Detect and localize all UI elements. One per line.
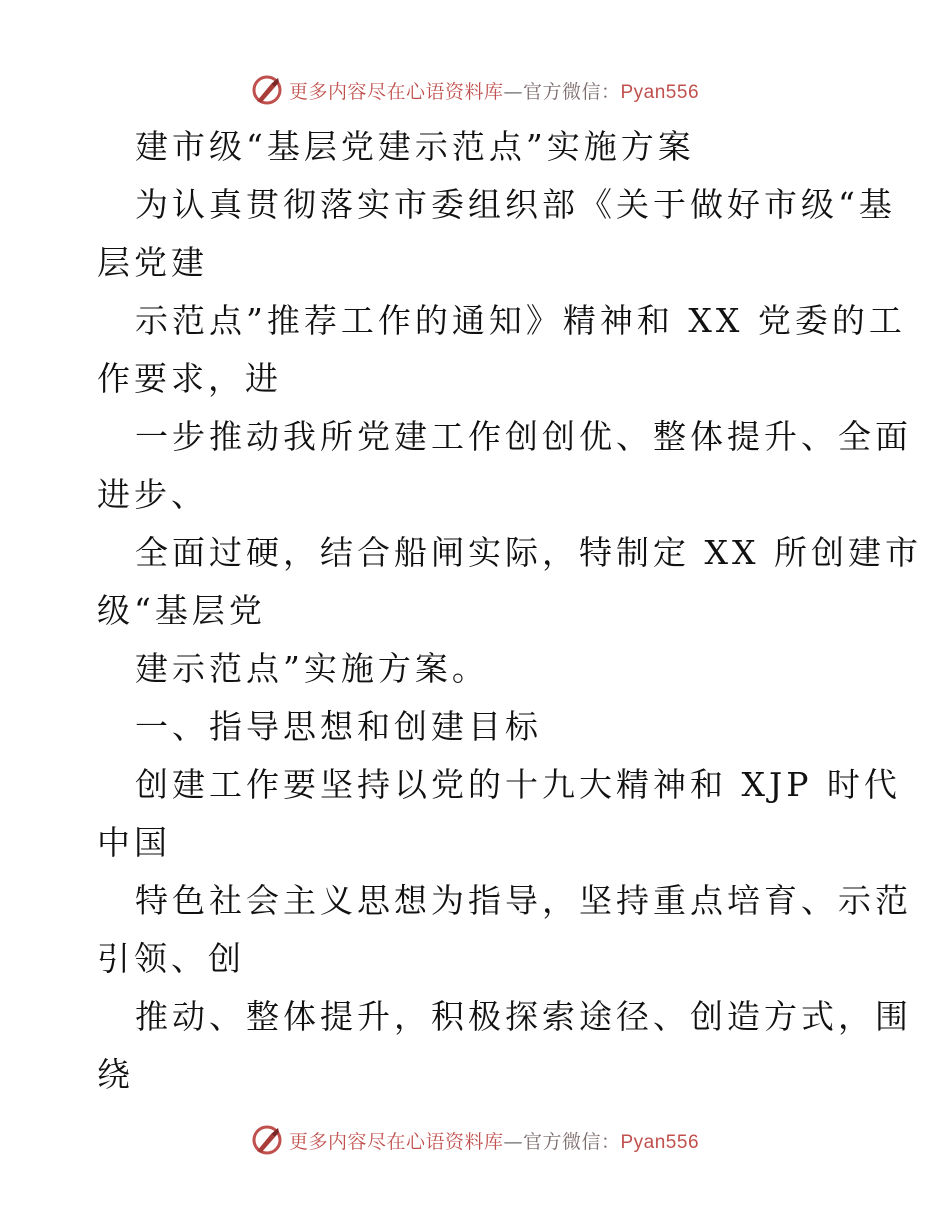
text-line: 一、指导思想和创建目标 xyxy=(135,707,542,746)
text-line: 示范点”推荐工作的通知》精神和 XX 党委的工 xyxy=(135,301,906,340)
text-line: 绕 xyxy=(97,1055,134,1094)
text-line: 进步、 xyxy=(97,475,208,514)
header-banner-separator: — xyxy=(503,80,523,103)
text-line: 推动、整体提升，积极探索途径、创造方式，围 xyxy=(135,997,912,1036)
text-line: 特色社会主义思想为指导，坚持重点培育、示范 xyxy=(135,881,912,920)
header-banner-text xyxy=(289,77,699,104)
text-line: 层党建 xyxy=(97,243,208,282)
footer-wechat-id: Pyan556 xyxy=(620,1131,700,1153)
header-banner xyxy=(0,70,950,110)
text-line: 中国 xyxy=(97,823,171,862)
text-line: 引领、创 xyxy=(97,939,245,978)
text-line: 创建工作要坚持以党的十九大精神和 XJP 时代 xyxy=(135,765,901,804)
document-body xyxy=(97,118,922,1104)
footer-banner-separator: — xyxy=(503,1130,523,1153)
text-line: 全面过硬，结合船闸实际，特制定 XX 所创建市 xyxy=(135,533,922,572)
footer-banner-title: 更多内容尽在心语资料库 xyxy=(288,1130,504,1153)
footer-banner-text xyxy=(289,1127,699,1154)
footer-wechat-label: 官方微信： xyxy=(522,1130,621,1153)
text-line: 为认真贯彻落实市委组织部《关于做好市级“基 xyxy=(135,185,896,224)
text-line: 作要求，进 xyxy=(97,359,282,398)
pen-logo-icon xyxy=(251,74,283,106)
pen-logo-icon xyxy=(251,1124,283,1156)
header-wechat-id: Pyan556 xyxy=(620,81,700,103)
text-line: 建市级“基层党建示范点”实施方案 xyxy=(135,127,695,166)
footer-banner xyxy=(0,1120,950,1160)
text-line: 一步推动我所党建工作创创优、整体提升、全面 xyxy=(135,417,912,456)
text-line: 建示范点”实施方案。 xyxy=(135,649,489,688)
header-banner-title: 更多内容尽在心语资料库 xyxy=(288,80,504,103)
header-wechat-label: 官方微信： xyxy=(522,80,621,103)
text-line: 级“基层党 xyxy=(97,591,266,630)
